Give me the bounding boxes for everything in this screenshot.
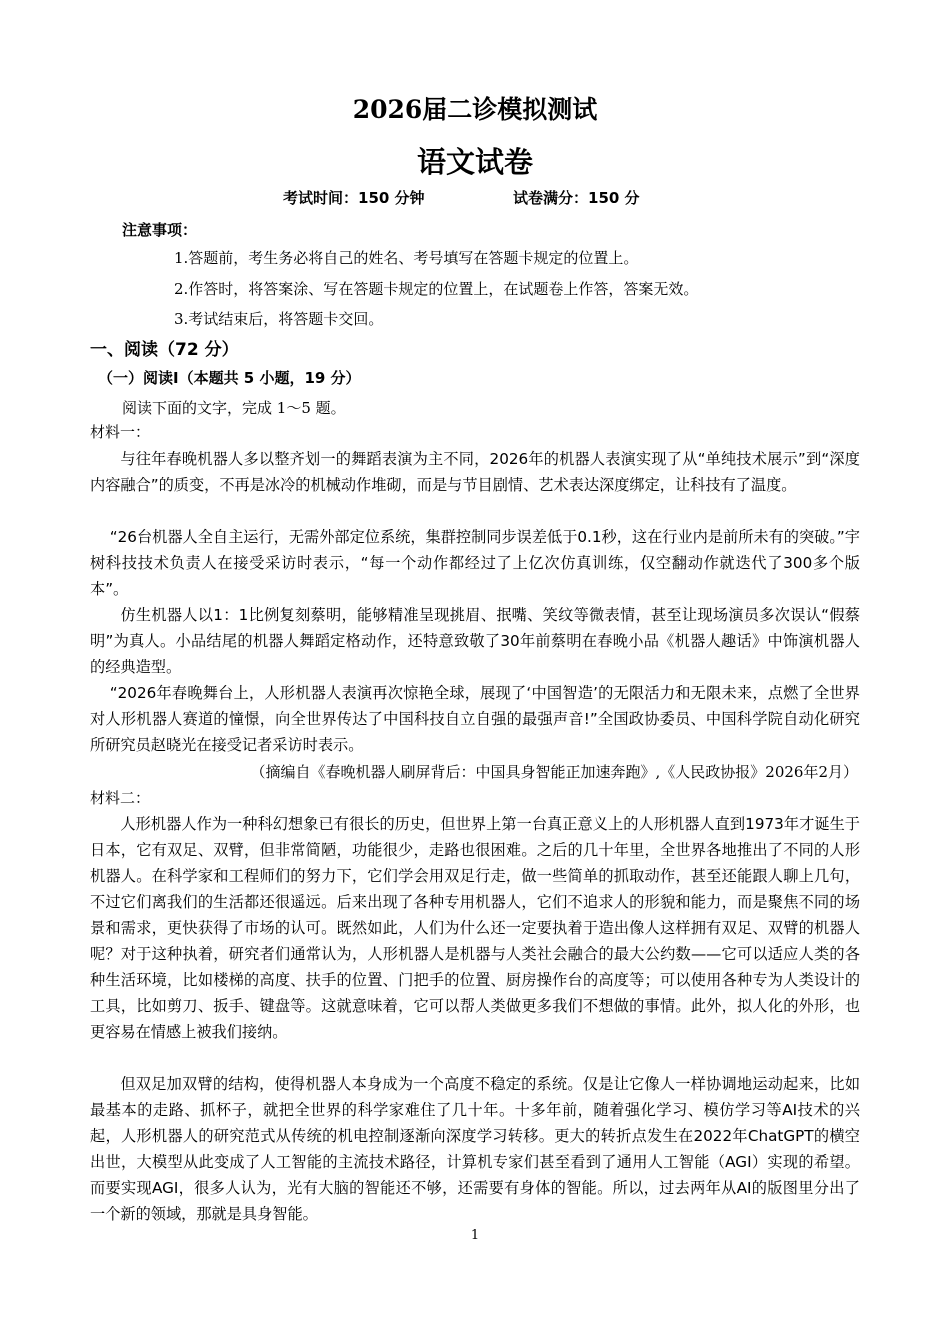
material-1-paragraph: “26台机器人全自主运行，无需外部定位系统，集群控制同步误差低于0.1秒，这在行业内是前所未有的突破。”宇树科技技术负责人在接受采访时表示，“每一个动作都经过了上亿次仿真训练，仅空翻动作就迭代了300多个版本”。 [90,528,860,598]
material-1-paragraph: 与往年春晚机器人多以整齐划一的舞蹈表演为主不同，2026年的机器人表演实现了从“单纯技术展示”到“深度内容融合”的质变，不再是冰冷的机械动作堆砌，而是与节目剧情、艺术表达深度绑定，让科技有了温度。 [90,450,860,494]
note-item-2: 2.作答时，将答案涂、写在答题卡规定的位置上，在试题卷上作答，答案无效。 [174,280,699,298]
note-item-3: 3.考试结束后，将答题卡交回。 [174,310,384,328]
material-2-label: 材料二： [90,789,151,807]
exam-title: 2026届二诊模拟测试 [352,95,598,124]
note-item-1: 1.答题前，考生务必将自己的姓名、考号填写在答题卡规定的位置上。 [174,249,639,267]
material-1-source: （摘编自《春晚机器人刷屏背后：中国具身智能正加速奔跑》,《人民政协报》2026年2月） [250,763,858,781]
exam-score: 试卷满分：150 分 [513,189,640,207]
notes-heading: 注意事项： [122,221,198,239]
material-2-paragraph: 人形机器人作为一种科幻想象已有很长的历史，但世界上第一台真正意义上的人形机器人直到1973年才诞生于日本，它有双足、双臂，但非常简陋，功能很少，走路也很困难。之后的几十年里，全世界各地推出了不同的人形机器人。在科学家和工程师们的努力下，它们学会用双足行走，做一些简单的抓取动作，甚至还能跟人聊上几句，不过它们离我们的生活都还很遥远。后来出现了各种专用机器人，它们不追求人的形貌和能力，而是聚焦不同的场景和需求，更快获得了市场的认可。既然如此，人们为什么还一定要执着于造出像人这样拥有双足、双臂的机器人呢？对于这种执着，研究者们通常认为，人形机器人是机器与人类社会融合的最大公约数——它可以适应人类的各种生活环境，比如楼梯的高度、扶手的位置、门把手的位置、厨房操作台的高度等；可以使用各种专为人类设计的工具，比如剪刀、扳手、键盘等。这就意味着，它可以帮人类做更多我们不想做的事情。此外，拟人化的外形，也更容易在情感上被我们接纳。 [90,815,860,1041]
material-1-paragraph: “2026年春晚舞台上，人形机器人表演再次惊艳全球，展现了‘中国智造’的无限活力和无限未来，点燃了全世界对人形机器人赛道的憧憬，向全世界传达了中国科技自立自强的最强声音!”全国政协委员、中国科学院自动化研究所研究员赵晓光在接受记者采访时表示。 [90,684,860,754]
exam-subtitle: 语文试卷 [416,145,533,179]
material-1-label: 材料一： [90,423,151,441]
material-2-paragraph: 但双足加双臂的结构，使得机器人本身成为一个高度不稳定的系统。仅是让它像人一样协调地运动起来，比如最基本的走路、抓杯子，就把全世界的科学家难住了几十年。十多年前，随着强化学习、模仿学习等AI技术的兴起，人形机器人的研究范式从传统的机电控制逐渐向深度学习转移。更大的转折点发生在2022年ChatGPT的横空出世，大模型从此变成了人工智能的主流技术路径，计算机专家们甚至看到了通用人工智能（AGI）实现的希望。而要实现AGI，很多人认为，光有大脑的智能还不够，还需要有身体的智能。所以，过去两年从AI的版图里分出了一个新的领域，那就是具身智能。 [90,1075,860,1223]
subsection-heading: （一）阅读Ⅰ（本题共 5 小题，19 分） [98,369,361,387]
material-1-paragraph: 仿生机器人以1：1比例复刻蔡明，能够精准呈现挑眉、抿嘴、笑纹等微表情，甚至让现场演员多次误认“假蔡明”为真人。小品结尾的机器人舞蹈定格动作，还特意致敬了30年前蔡明在春晚小品《机器人趣话》中饰演机器人的经典造型。 [90,606,860,676]
exam-time: 考试时间：150 分钟 [283,189,425,207]
page-number: 1 [470,1228,480,1243]
section-heading: 一、阅读（72 分） [90,340,239,360]
reading-instruction: 阅读下面的文字，完成 1～5 题。 [122,399,346,417]
